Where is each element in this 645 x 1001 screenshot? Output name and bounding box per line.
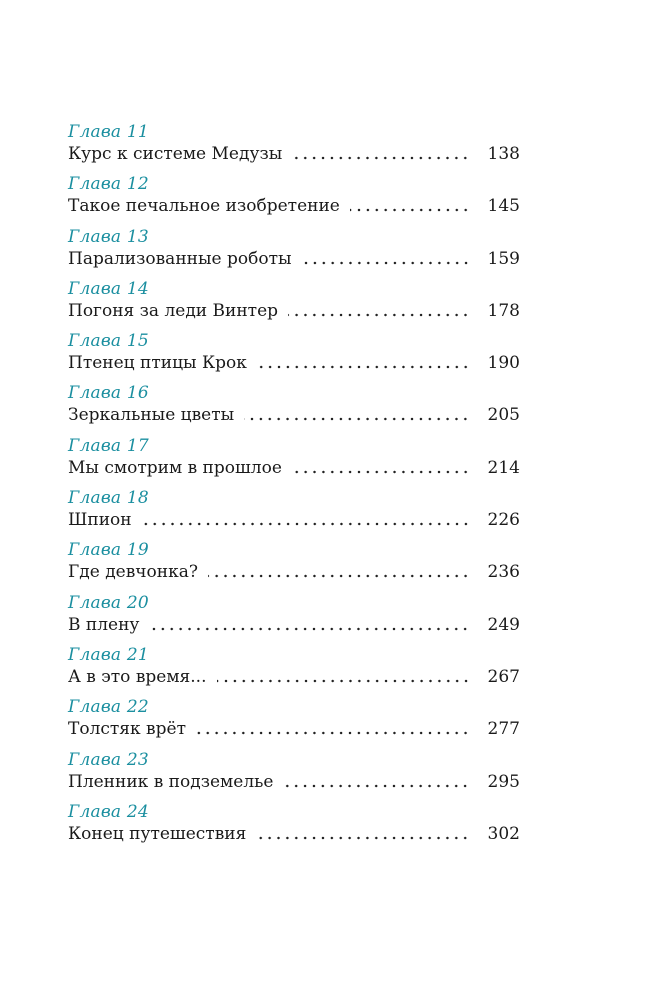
page-number: 214 — [487, 457, 520, 478]
dot-leader — [350, 208, 470, 212]
toc-title-row — [68, 143, 520, 165]
chapter-label: Глава 13 — [68, 226, 149, 247]
chapter-title: А в это время... — [68, 666, 207, 687]
page-number: 236 — [487, 562, 520, 583]
dot-leader — [292, 470, 470, 474]
chapter-label: Глава 20 — [68, 592, 149, 613]
chapter-title: Зеркальные цветы — [68, 405, 235, 426]
chapter-label: Глава 11 — [68, 122, 149, 142]
page-number: 295 — [487, 771, 520, 792]
chapter-title: Птенец птицы Крок — [68, 353, 247, 374]
toc-title-row — [68, 614, 520, 636]
toc-title-row — [68, 352, 520, 374]
toc-entry[interactable] — [68, 174, 520, 226]
table-of-contents — [68, 122, 520, 854]
chapter-title: Погоня за леди Винтер — [68, 300, 279, 321]
toc-entry[interactable] — [68, 593, 520, 645]
toc-entry[interactable] — [68, 540, 520, 592]
toc-entry[interactable] — [68, 436, 520, 488]
dot-leader — [142, 522, 470, 526]
toc-entry[interactable] — [68, 122, 520, 174]
dot-leader — [292, 156, 470, 160]
toc-entry[interactable] — [68, 331, 520, 383]
toc-entry[interactable] — [68, 645, 520, 697]
page-number: 138 — [487, 144, 520, 164]
chapter-title: Где девчонка? — [68, 562, 198, 583]
dot-leader — [208, 574, 470, 578]
dot-leader — [196, 731, 470, 735]
chapter-label: Глава 21 — [68, 644, 149, 665]
chapter-label: Глава 14 — [68, 278, 149, 299]
toc-entry[interactable] — [68, 279, 520, 331]
chapter-title: Толстяк врёт — [68, 719, 186, 740]
chapter-label: Глава 12 — [68, 174, 149, 195]
toc-entry[interactable] — [68, 383, 520, 435]
toc-title-row — [68, 248, 520, 270]
dot-leader — [283, 784, 470, 788]
toc-entry[interactable] — [68, 750, 520, 802]
toc-entry[interactable] — [68, 802, 520, 854]
chapter-label: Глава 15 — [68, 331, 149, 352]
dot-leader — [302, 261, 471, 265]
chapter-title: Такое печальное изобретение — [68, 196, 340, 217]
chapter-title: Шпион — [68, 510, 132, 531]
page-number: 249 — [487, 614, 520, 635]
toc-entry[interactable] — [68, 697, 520, 749]
toc-title-row — [68, 195, 520, 217]
chapter-title: Пленник в подземелье — [68, 771, 274, 792]
dot-leader — [288, 313, 470, 317]
toc-title-row — [68, 666, 520, 688]
dot-leader — [257, 365, 470, 369]
page-number: 226 — [487, 510, 520, 531]
chapter-title: В плену — [68, 614, 140, 635]
toc-title-row — [68, 509, 520, 531]
page-number: 205 — [487, 405, 520, 426]
chapter-label: Глава 18 — [68, 488, 149, 509]
toc-title-row — [68, 718, 520, 740]
page-number: 178 — [487, 300, 520, 321]
page-number: 277 — [487, 719, 520, 740]
toc-title-row — [68, 771, 520, 793]
page-number: 267 — [487, 666, 520, 687]
toc-title-row — [68, 300, 520, 322]
toc-title-row — [68, 404, 520, 426]
page-number: 190 — [487, 353, 520, 374]
page-number: 302 — [487, 823, 520, 844]
dot-leader — [244, 417, 470, 421]
toc-title-row — [68, 457, 520, 479]
toc-entry[interactable] — [68, 488, 520, 540]
chapter-label: Глава 24 — [68, 801, 149, 822]
page-number: 159 — [487, 248, 520, 269]
chapter-label: Глава 16 — [68, 383, 149, 404]
dot-leader — [217, 679, 471, 683]
chapter-title: Конец путешествия — [68, 823, 247, 844]
dot-leader — [149, 627, 470, 631]
page-number: 145 — [487, 196, 520, 217]
toc-entry[interactable] — [68, 227, 520, 279]
toc-title-row — [68, 561, 520, 583]
dot-leader — [256, 836, 470, 840]
chapter-label: Глава 23 — [68, 749, 149, 770]
toc-title-row — [68, 823, 520, 845]
chapter-label: Глава 22 — [68, 697, 149, 718]
chapter-title: Парализованные роботы — [68, 248, 292, 269]
chapter-title: Мы смотрим в прошлое — [68, 457, 282, 478]
chapter-label: Глава 19 — [68, 540, 149, 561]
chapter-label: Глава 17 — [68, 435, 149, 456]
chapter-title: Курс к системе Медузы — [68, 144, 283, 164]
